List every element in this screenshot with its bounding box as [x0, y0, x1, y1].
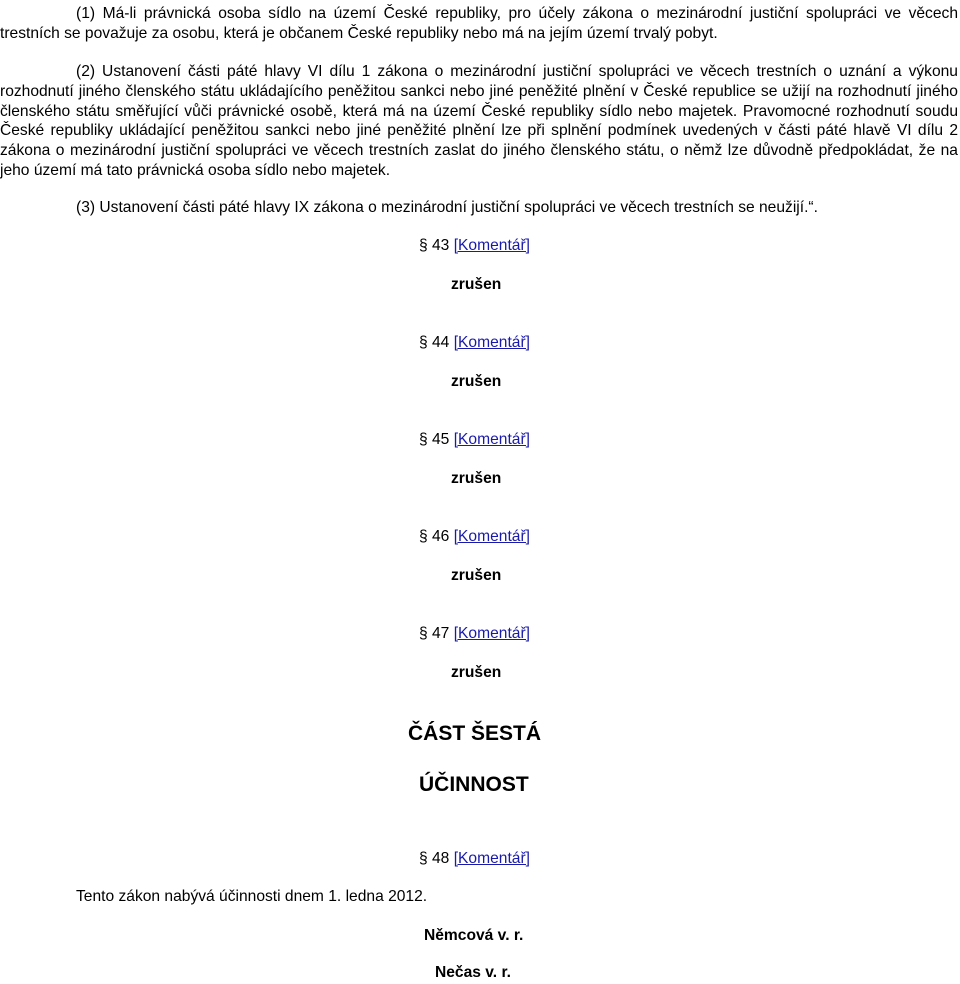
- comment-link[interactable]: [Komentář]: [453, 431, 530, 448]
- section-44-status: zrušen: [451, 373, 502, 390]
- part-subtitle: ÚČINNOST: [419, 773, 529, 796]
- part-title: ČÁST ŠESTÁ: [408, 722, 542, 745]
- section-number: § 47: [419, 625, 450, 642]
- section-number: § 48: [419, 850, 450, 867]
- effective-date-text: Tento zákon nabývá účinnosti dnem 1. ledna 2012.: [76, 888, 428, 905]
- section-46-status: zrušen: [451, 567, 502, 584]
- section-number: § 44: [419, 334, 450, 351]
- comment-link[interactable]: [Komentář]: [453, 850, 530, 867]
- paragraph-3: (3) Ustanovení části páté hlavy IX zákona o mezinárodní justiční spolupráci ve věcech trestních se neužijí.“.: [76, 199, 818, 216]
- section-number: § 45: [419, 431, 450, 448]
- section-44-heading: [419, 333, 530, 353]
- comment-link[interactable]: [Komentář]: [453, 237, 530, 254]
- section-45-status: zrušen: [451, 470, 502, 487]
- section-number: § 46: [419, 528, 450, 545]
- section-48-heading: [419, 849, 530, 869]
- signature-2: Nečas v. r.: [435, 964, 512, 981]
- section-43-status: zrušen: [451, 276, 502, 293]
- comment-link[interactable]: [Komentář]: [453, 625, 530, 642]
- paragraph-2: (2) Ustanovení části páté hlavy VI dílu 1 zákona o mezinárodní justiční spolupráci ve věcech trestních o uznání a výkonu rozhodnutí jiného členského státu ukládajícího peněžitou sankci nebo jiné peněžité plnění v České republice se užijí na rozhodnutí jiného členského státu směřující vůči právnické osobě, která má na území České republiky sídlo nebo majetek. Pravomocné rozhodnutí soudu České republiky ukládající peněžitou sankci nebo jiné peněžité plnění lze při splnění podmínek uvedených v části páté hlavě VI dílu 2 zákona o mezinárodní justiční spolupráci ve věcech trestních zaslat do jiného členského státu, o němž lze důvodně předpokládat, že na jeho území má tato právnická osoba sídlo nebo majetek.: [0, 63, 958, 179]
- section-43-heading: [419, 236, 530, 256]
- section-45-heading: [419, 430, 530, 450]
- comment-link[interactable]: [Komentář]: [453, 334, 530, 351]
- section-47-status: zrušen: [451, 664, 502, 681]
- section-46-heading: [419, 527, 530, 547]
- section-number: § 43: [419, 237, 450, 254]
- signature-1: Němcová v. r.: [424, 927, 524, 944]
- section-47-heading: [419, 624, 530, 644]
- paragraph-1: (1) Má-li právnická osoba sídlo na území České republiky, pro účely zákona o mezinárodní justiční spolupráci ve věcech trestních se považuje za osobu, která je občanem České republiky nebo má na jejím území trvalý pobyt.: [0, 5, 958, 42]
- comment-link[interactable]: [Komentář]: [453, 528, 530, 545]
